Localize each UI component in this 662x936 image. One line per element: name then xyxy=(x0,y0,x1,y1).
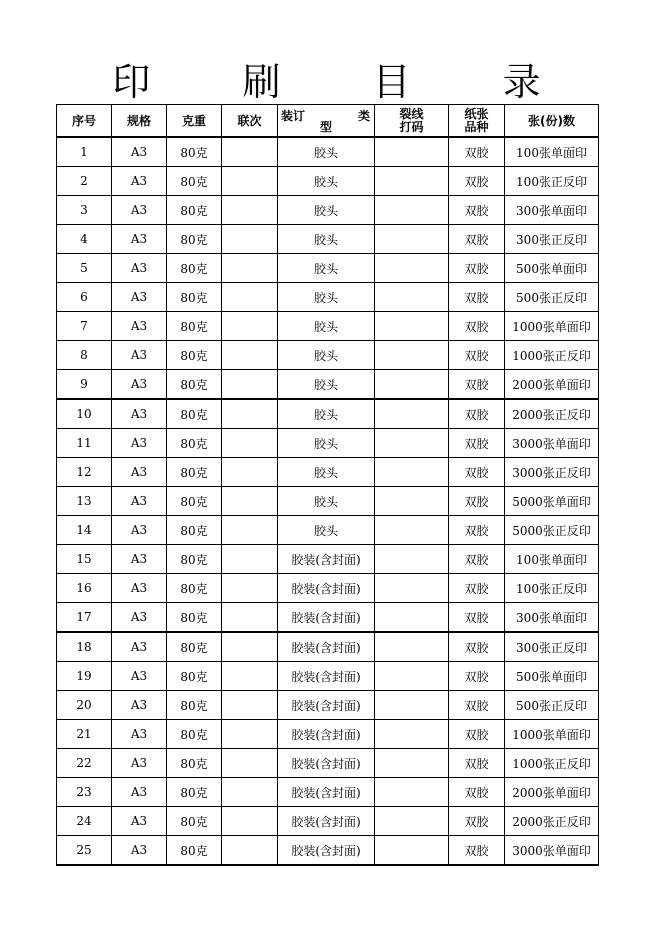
cell-paper: 双胶 xyxy=(449,429,505,458)
cell-spec: A3 xyxy=(112,137,167,167)
cell-count: 300张正反印 xyxy=(505,632,599,662)
cell-binding: 胶头 xyxy=(278,225,375,254)
cell-count: 500张单面印 xyxy=(505,254,599,283)
cell-paper: 双胶 xyxy=(449,370,505,400)
cell-count: 300张正反印 xyxy=(505,225,599,254)
table-row xyxy=(57,487,599,516)
header-weight: 克重 xyxy=(167,105,222,138)
cell-spec: A3 xyxy=(112,283,167,312)
cell-copies xyxy=(222,516,278,545)
table-row xyxy=(57,370,599,400)
cell-paper: 双胶 xyxy=(449,516,505,545)
cell-copies xyxy=(222,196,278,225)
cell-tear xyxy=(375,632,449,662)
cell-weight: 80克 xyxy=(167,574,222,603)
cell-copies xyxy=(222,574,278,603)
cell-paper: 双胶 xyxy=(449,720,505,749)
header-tear-line1: 裂线 xyxy=(399,106,424,121)
cell-copies xyxy=(222,167,278,196)
cell-tear xyxy=(375,254,449,283)
cell-copies xyxy=(222,429,278,458)
cell-spec: A3 xyxy=(112,399,167,429)
cell-seq: 19 xyxy=(57,662,112,691)
cell-spec: A3 xyxy=(112,778,167,807)
cell-binding: 胶装(含封面) xyxy=(278,836,375,866)
cell-binding: 胶头 xyxy=(278,254,375,283)
cell-copies xyxy=(222,370,278,400)
header-paper-line2: 品种 xyxy=(464,119,489,134)
cell-tear xyxy=(375,603,449,633)
cell-seq: 13 xyxy=(57,487,112,516)
cell-binding: 胶头 xyxy=(278,487,375,516)
cell-count: 2000张单面印 xyxy=(505,370,599,400)
header-count: 张(份)数 xyxy=(505,105,599,138)
cell-weight: 80克 xyxy=(167,312,222,341)
cell-copies xyxy=(222,662,278,691)
cell-paper: 双胶 xyxy=(449,691,505,720)
cell-binding: 胶装(含封面) xyxy=(278,749,375,778)
cell-weight: 80克 xyxy=(167,196,222,225)
cell-spec: A3 xyxy=(112,720,167,749)
cell-copies xyxy=(222,603,278,633)
cell-copies xyxy=(222,312,278,341)
cell-spec: A3 xyxy=(112,807,167,836)
cell-copies xyxy=(222,807,278,836)
cell-seq: 18 xyxy=(57,632,112,662)
cell-copies xyxy=(222,341,278,370)
cell-spec: A3 xyxy=(112,603,167,633)
cell-count: 3000张单面印 xyxy=(505,429,599,458)
cell-copies xyxy=(222,778,278,807)
header-copies: 联次 xyxy=(222,105,278,138)
cell-tear xyxy=(375,196,449,225)
cell-weight: 80克 xyxy=(167,137,222,167)
cell-copies xyxy=(222,545,278,574)
cell-count: 300张单面印 xyxy=(505,603,599,633)
cell-count: 5000张正反印 xyxy=(505,516,599,545)
cell-binding: 胶装(含封面) xyxy=(278,662,375,691)
table-row xyxy=(57,516,599,545)
cell-seq: 21 xyxy=(57,720,112,749)
header-binding-part2: 类 xyxy=(357,109,370,123)
cell-weight: 80克 xyxy=(167,487,222,516)
cell-weight: 80克 xyxy=(167,720,222,749)
cell-seq: 3 xyxy=(57,196,112,225)
cell-copies xyxy=(222,225,278,254)
table-row xyxy=(57,545,599,574)
cell-spec: A3 xyxy=(112,458,167,487)
cell-spec: A3 xyxy=(112,196,167,225)
cell-binding: 胶头 xyxy=(278,283,375,312)
cell-count: 1000张单面印 xyxy=(505,312,599,341)
cell-binding: 胶装(含封面) xyxy=(278,632,375,662)
table-row xyxy=(57,458,599,487)
cell-tear xyxy=(375,399,449,429)
cell-binding: 胶头 xyxy=(278,399,375,429)
cell-tear xyxy=(375,807,449,836)
cell-binding: 胶装(含封面) xyxy=(278,778,375,807)
cell-seq: 20 xyxy=(57,691,112,720)
cell-seq: 23 xyxy=(57,778,112,807)
cell-count: 100张正反印 xyxy=(505,167,599,196)
cell-weight: 80克 xyxy=(167,254,222,283)
cell-copies xyxy=(222,487,278,516)
table-row xyxy=(57,807,599,836)
cell-paper: 双胶 xyxy=(449,254,505,283)
cell-paper: 双胶 xyxy=(449,662,505,691)
cell-weight: 80克 xyxy=(167,545,222,574)
cell-seq: 6 xyxy=(57,283,112,312)
cell-count: 100张单面印 xyxy=(505,137,599,167)
cell-seq: 9 xyxy=(57,370,112,400)
table-row xyxy=(57,312,599,341)
cell-weight: 80克 xyxy=(167,458,222,487)
cell-weight: 80克 xyxy=(167,691,222,720)
cell-copies xyxy=(222,137,278,167)
table-row xyxy=(57,225,599,254)
cell-binding: 胶头 xyxy=(278,429,375,458)
cell-paper: 双胶 xyxy=(449,487,505,516)
cell-seq: 16 xyxy=(57,574,112,603)
cell-binding: 胶装(含封面) xyxy=(278,603,375,633)
cell-tear xyxy=(375,516,449,545)
cell-weight: 80克 xyxy=(167,370,222,400)
cell-spec: A3 xyxy=(112,662,167,691)
cell-binding: 胶装(含封面) xyxy=(278,545,375,574)
cell-copies xyxy=(222,632,278,662)
cell-weight: 80克 xyxy=(167,516,222,545)
cell-spec: A3 xyxy=(112,167,167,196)
cell-tear xyxy=(375,458,449,487)
cell-tear xyxy=(375,545,449,574)
cell-binding: 胶头 xyxy=(278,167,375,196)
cell-copies xyxy=(222,836,278,866)
cell-tear xyxy=(375,574,449,603)
cell-spec: A3 xyxy=(112,429,167,458)
header-tear xyxy=(375,105,449,138)
cell-seq: 1 xyxy=(57,137,112,167)
cell-seq: 15 xyxy=(57,545,112,574)
table-row xyxy=(57,662,599,691)
cell-seq: 11 xyxy=(57,429,112,458)
cell-binding: 胶头 xyxy=(278,458,375,487)
cell-binding: 胶装(含封面) xyxy=(278,691,375,720)
table-row xyxy=(57,137,599,167)
cell-tear xyxy=(375,225,449,254)
cell-tear xyxy=(375,370,449,400)
cell-seq: 10 xyxy=(57,399,112,429)
cell-spec: A3 xyxy=(112,312,167,341)
cell-spec: A3 xyxy=(112,632,167,662)
cell-spec: A3 xyxy=(112,516,167,545)
cell-seq: 22 xyxy=(57,749,112,778)
page-title: 印 刷 目 录 xyxy=(112,60,581,104)
cell-paper: 双胶 xyxy=(449,283,505,312)
cell-spec: A3 xyxy=(112,691,167,720)
table-row xyxy=(57,778,599,807)
cell-seq: 12 xyxy=(57,458,112,487)
cell-count: 100张正反印 xyxy=(505,574,599,603)
cell-count: 1000张正反印 xyxy=(505,341,599,370)
cell-binding: 胶装(含封面) xyxy=(278,720,375,749)
cell-tear xyxy=(375,487,449,516)
cell-weight: 80克 xyxy=(167,399,222,429)
cell-count: 2000张正反印 xyxy=(505,399,599,429)
table-row xyxy=(57,167,599,196)
cell-copies xyxy=(222,283,278,312)
cell-paper: 双胶 xyxy=(449,603,505,633)
cell-binding: 胶头 xyxy=(278,137,375,167)
cell-seq: 4 xyxy=(57,225,112,254)
header-paper xyxy=(449,105,505,138)
header-paper-line1: 纸张 xyxy=(464,106,489,121)
cell-tear xyxy=(375,312,449,341)
header-binding xyxy=(278,105,375,138)
cell-weight: 80克 xyxy=(167,632,222,662)
cell-spec: A3 xyxy=(112,341,167,370)
cell-paper: 双胶 xyxy=(449,574,505,603)
cell-tear xyxy=(375,137,449,167)
cell-spec: A3 xyxy=(112,370,167,400)
cell-paper: 双胶 xyxy=(449,225,505,254)
cell-paper: 双胶 xyxy=(449,749,505,778)
cell-count: 300张单面印 xyxy=(505,196,599,225)
cell-weight: 80克 xyxy=(167,225,222,254)
cell-seq: 7 xyxy=(57,312,112,341)
cell-copies xyxy=(222,691,278,720)
cell-paper: 双胶 xyxy=(449,341,505,370)
header-spec: 规格 xyxy=(112,105,167,138)
cell-weight: 80克 xyxy=(167,749,222,778)
cell-tear xyxy=(375,836,449,866)
cell-seq: 2 xyxy=(57,167,112,196)
cell-tear xyxy=(375,662,449,691)
cell-paper: 双胶 xyxy=(449,399,505,429)
cell-spec: A3 xyxy=(112,545,167,574)
cell-copies xyxy=(222,399,278,429)
cell-tear xyxy=(375,283,449,312)
cell-seq: 24 xyxy=(57,807,112,836)
cell-seq: 25 xyxy=(57,836,112,866)
cell-tear xyxy=(375,720,449,749)
header-tear-line2: 打码 xyxy=(399,119,424,134)
table-row xyxy=(57,341,599,370)
cell-binding: 胶头 xyxy=(278,516,375,545)
cell-paper: 双胶 xyxy=(449,458,505,487)
cell-spec: A3 xyxy=(112,836,167,866)
header-binding-part3: 型 xyxy=(319,120,332,134)
print-catalog-table xyxy=(56,104,599,866)
table-row xyxy=(57,603,599,633)
cell-count: 1000张单面印 xyxy=(505,720,599,749)
cell-weight: 80克 xyxy=(167,778,222,807)
cell-seq: 5 xyxy=(57,254,112,283)
cell-copies xyxy=(222,749,278,778)
cell-seq: 17 xyxy=(57,603,112,633)
cell-paper: 双胶 xyxy=(449,778,505,807)
cell-tear xyxy=(375,749,449,778)
table-row xyxy=(57,836,599,866)
cell-count: 500张正反印 xyxy=(505,283,599,312)
cell-binding: 胶头 xyxy=(278,312,375,341)
cell-copies xyxy=(222,720,278,749)
cell-binding: 胶头 xyxy=(278,196,375,225)
cell-spec: A3 xyxy=(112,487,167,516)
table-row xyxy=(57,196,599,225)
cell-count: 3000张正反印 xyxy=(505,458,599,487)
header-binding-part1: 装订 xyxy=(281,109,306,123)
header-seq: 序号 xyxy=(57,105,112,138)
cell-paper: 双胶 xyxy=(449,545,505,574)
cell-seq: 8 xyxy=(57,341,112,370)
cell-copies xyxy=(222,458,278,487)
cell-count: 100张单面印 xyxy=(505,545,599,574)
cell-paper: 双胶 xyxy=(449,836,505,866)
cell-paper: 双胶 xyxy=(449,312,505,341)
table-row xyxy=(57,749,599,778)
cell-weight: 80克 xyxy=(167,429,222,458)
cell-spec: A3 xyxy=(112,254,167,283)
table-row xyxy=(57,632,599,662)
table-row xyxy=(57,720,599,749)
header-row xyxy=(57,105,599,138)
cell-paper: 双胶 xyxy=(449,807,505,836)
table-row xyxy=(57,429,599,458)
cell-count: 500张正反印 xyxy=(505,691,599,720)
table-row xyxy=(57,254,599,283)
cell-tear xyxy=(375,429,449,458)
cell-count: 3000张单面印 xyxy=(505,836,599,866)
cell-tear xyxy=(375,691,449,720)
cell-paper: 双胶 xyxy=(449,167,505,196)
cell-count: 2000张单面印 xyxy=(505,778,599,807)
cell-spec: A3 xyxy=(112,225,167,254)
cell-weight: 80克 xyxy=(167,283,222,312)
cell-tear xyxy=(375,778,449,807)
cell-weight: 80克 xyxy=(167,807,222,836)
cell-binding: 胶装(含封面) xyxy=(278,807,375,836)
cell-count: 500张单面印 xyxy=(505,662,599,691)
cell-count: 1000张正反印 xyxy=(505,749,599,778)
cell-copies xyxy=(222,254,278,283)
cell-paper: 双胶 xyxy=(449,196,505,225)
cell-tear xyxy=(375,167,449,196)
cell-weight: 80克 xyxy=(167,341,222,370)
cell-weight: 80克 xyxy=(167,603,222,633)
table-row xyxy=(57,691,599,720)
table-row xyxy=(57,399,599,429)
cell-tear xyxy=(375,341,449,370)
cell-count: 5000张单面印 xyxy=(505,487,599,516)
table-row xyxy=(57,283,599,312)
cell-weight: 80克 xyxy=(167,167,222,196)
cell-binding: 胶头 xyxy=(278,341,375,370)
table-body xyxy=(57,137,599,865)
cell-spec: A3 xyxy=(112,574,167,603)
cell-seq: 14 xyxy=(57,516,112,545)
cell-weight: 80克 xyxy=(167,662,222,691)
cell-spec: A3 xyxy=(112,749,167,778)
cell-paper: 双胶 xyxy=(449,632,505,662)
cell-binding: 胶装(含封面) xyxy=(278,574,375,603)
cell-weight: 80克 xyxy=(167,836,222,866)
table-row xyxy=(57,574,599,603)
cell-binding: 胶头 xyxy=(278,370,375,400)
cell-paper: 双胶 xyxy=(449,137,505,167)
cell-count: 2000张正反印 xyxy=(505,807,599,836)
